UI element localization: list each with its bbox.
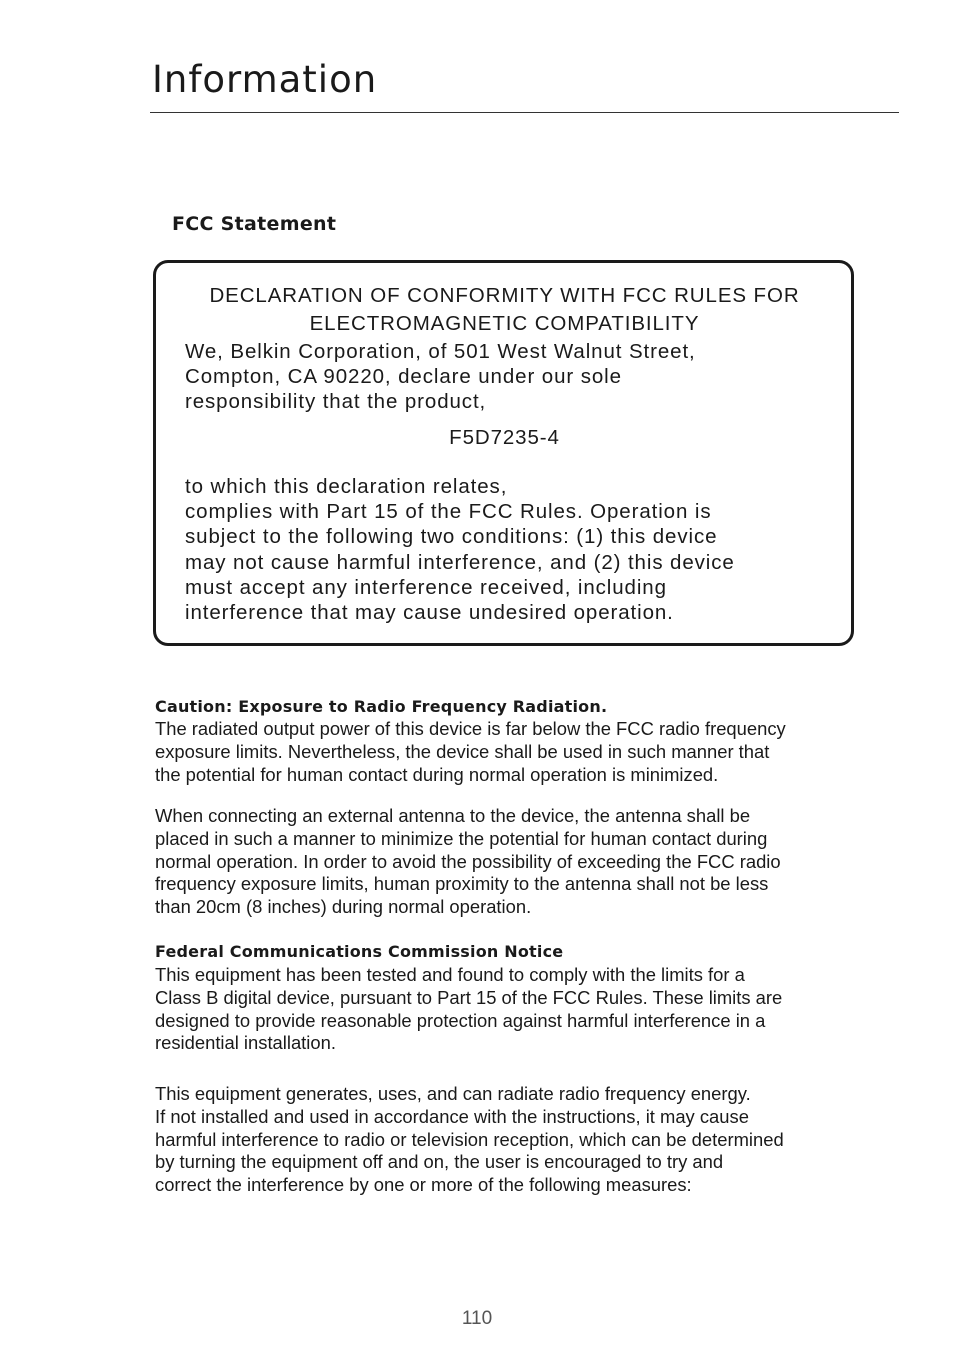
declaration-title-line: DECLARATION OF CONFORMITY WITH FCC RULES FOR [209, 284, 800, 307]
declaration-conditions-line: interference that may cause undesired operation. [185, 601, 674, 625]
product-model: F5D7235-4 [449, 426, 560, 449]
paragraph-line: designed to provide reasonable protection against harmful interference in a [155, 1009, 766, 1031]
paragraph-line: This equipment generates, uses, and can radiate radio frequency energy. [155, 1083, 751, 1104]
paragraph-line: normal operation. In order to avoid the possibility of exceeding the FCC radio [155, 850, 781, 872]
paragraph-line: the potential for human contact during normal operation is minimized. [155, 763, 719, 785]
paragraph-line: exposure limits. Nevertheless, the device shall be used in such manner that [155, 740, 770, 762]
fcc-notice-heading: Federal Communications Commission Notice [155, 942, 564, 961]
paragraph-line: The radiated output power of this device is far below the FCC radio frequency [155, 718, 786, 739]
declaration-intro-line: responsibility that the product, [185, 390, 487, 414]
declaration-intro-line: Compton, CA 90220, declare under our sole [185, 365, 622, 389]
declaration-conditions [185, 474, 835, 625]
paragraph-line: frequency exposure limits, human proximity to the antenna shall not be less [155, 873, 769, 895]
paragraph-line: correct the interference by one or more of the following measures: [155, 1174, 692, 1196]
declaration-title-line: ELECTROMAGNETIC COMPATIBILITY [309, 312, 700, 335]
caution-paragraph-2 [155, 805, 875, 919]
declaration-conditions-line: to which this declaration relates, [185, 475, 508, 498]
paragraph-line: by turning the equipment off and on, the user is encouraged to try and [155, 1151, 724, 1173]
fcc-notice-paragraph-1 [155, 964, 875, 1055]
fcc-notice-paragraph-2 [155, 1083, 875, 1197]
paragraph-line: harmful interference to radio or television reception, which can be determined [155, 1128, 784, 1150]
paragraph-line: placed in such a manner to minimize the potential for human contact during [155, 827, 768, 849]
paragraph-line: This equipment has been tested and found to comply with the limits for a [155, 964, 745, 985]
caution-paragraph-1 [155, 718, 875, 786]
caution-heading: Caution: Exposure to Radio Frequency Radiation. [155, 697, 608, 716]
paragraph-line: Class B digital device, pursuant to Part 15 of the FCC Rules. These limits are [155, 986, 783, 1008]
page-title: Information [152, 58, 378, 101]
declaration-intro [185, 339, 835, 415]
paragraph-line: If not installed and used in accordance with the instructions, it may cause [155, 1105, 749, 1127]
declaration-conditions-line: must accept any interference received, including [185, 575, 667, 599]
declaration-conditions-line: complies with Part 15 of the FCC Rules. Operation is [185, 500, 712, 524]
declaration-conditions-line: subject to the following two conditions: (1) this device [185, 525, 718, 549]
declaration-title [0, 282, 855, 338]
declaration-intro-line: We, Belkin Corporation, of 501 West Walnut Street, [185, 340, 696, 363]
page-number: 110 [461, 1308, 493, 1329]
paragraph-line: When connecting an external antenna to the device, the antenna shall be [155, 805, 751, 826]
paragraph-line: than 20cm (8 inches) during normal operation. [155, 896, 532, 918]
paragraph-line: residential installation. [155, 1032, 336, 1054]
fcc-statement-heading: FCC Statement [172, 213, 337, 235]
declaration-conditions-line: may not cause harmful interference, and (2) this device [185, 550, 735, 574]
header-divider [150, 112, 899, 113]
